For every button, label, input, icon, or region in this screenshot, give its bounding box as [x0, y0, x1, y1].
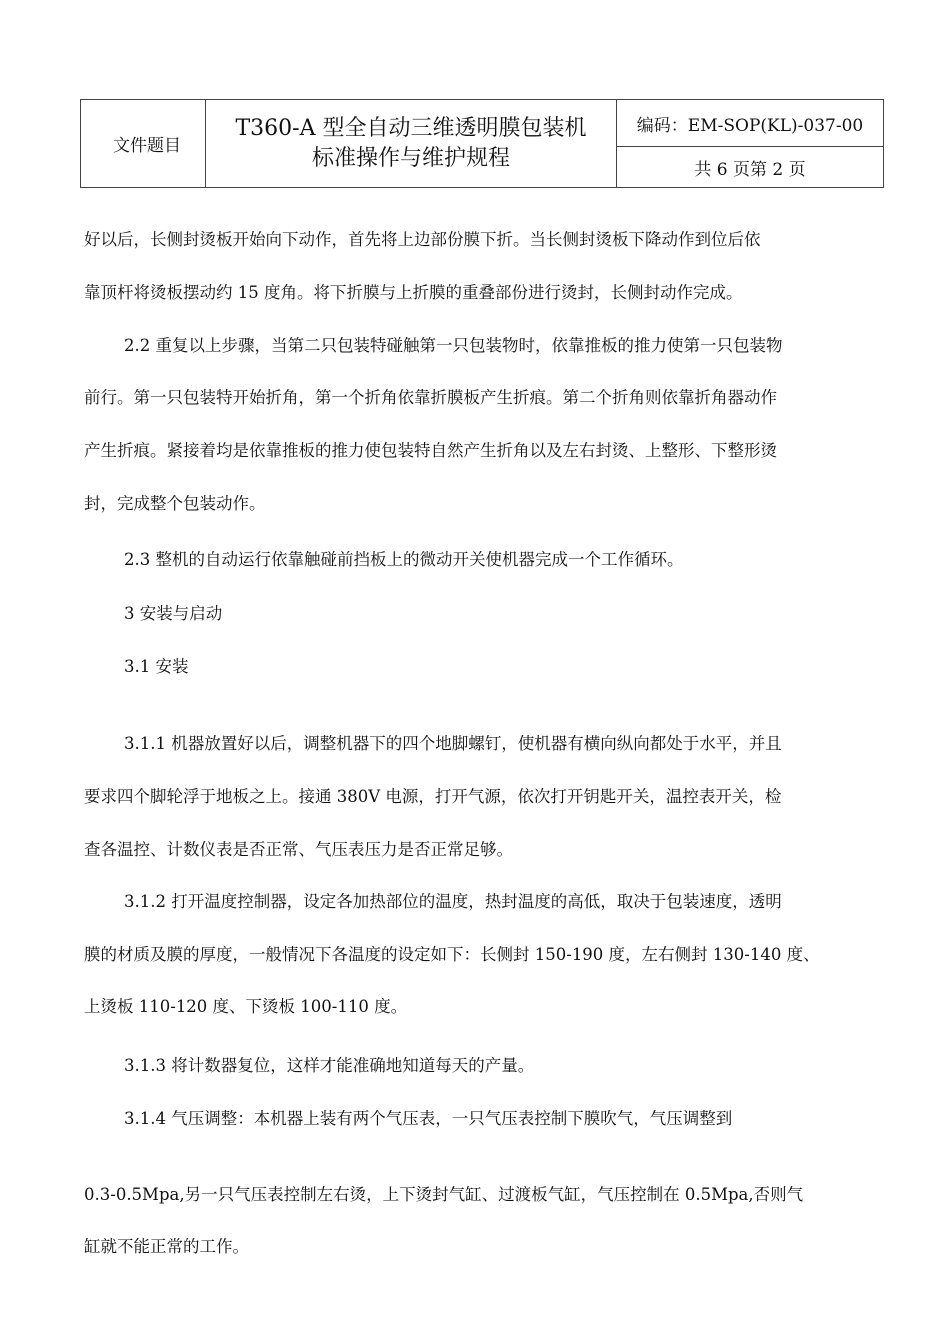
document-code: 编码：EM-SOP(KL)-037-00 [617, 100, 884, 147]
paragraph-line: 2.3 整机的自动运行依靠触碰前挡板上的微动开关使机器完成一个工作循环。 [124, 550, 684, 569]
paragraph-line: 3.1.2 打开温度控制器，设定各加热部位的温度，热封温度的高低，取决于包装速度，透明 [124, 892, 782, 911]
paragraph-line: 缸就不能正常的工作。 [84, 1237, 249, 1256]
paragraph-line: 查各温控、计数仪表是否正常、气压表压力是否正常足够。 [84, 840, 513, 859]
paragraph-line: 靠顶杆将烫板摆动约 15 度角。将下折膜与上折膜的重叠部份进行烫封，长侧封动作完成。 [84, 283, 743, 302]
paragraph-line: 产生折痕。紧接着均是依靠推板的推力使包装特自然产生折角以及左右封烫、上整形、下整形烫 [84, 441, 777, 460]
paragraph-line: 0.3-0.5Mpa,另一只气压表控制左右烫，上下烫封气缸、过渡板气缸，气压控制在 0.5Mpa,否则气 [84, 1185, 804, 1204]
paragraph-line: 封，完成整个包装动作。 [84, 494, 266, 513]
document-title [206, 100, 617, 188]
paragraph-line: 3.1.3 将计数器复位，这样才能准确地知道每天的产量。 [124, 1056, 535, 1075]
page-counter: 共 6 页第 2 页 [617, 147, 884, 188]
paragraph-line: 要求四个脚轮浮于地板之上。接通 380V 电源，打开气源，依次打开钥匙开关，温控表开关，检 [84, 787, 782, 806]
section-heading: 3 安装与启动 [124, 604, 223, 623]
paragraph-line: 3.1.1 机器放置好以后，调整机器下的四个地脚螺钉，使机器有横向纵向都处于水平，并且 [124, 734, 782, 753]
paragraph-line: 好以后，长侧封烫板开始向下动作，首先将上边部份膜下折。当长侧封烫板下降动作到位后依 [84, 230, 761, 249]
subsection-heading: 3.1 安装 [124, 657, 189, 676]
paragraph-line: 3.1.4 气压调整：本机器上装有两个气压表，一只气压表控制下膜吹气，气压调整到 [124, 1109, 733, 1128]
document-title-line-1: T360-A 型全自动三维透明膜包装机 [235, 115, 587, 141]
document-title-label: 文件题目 [81, 100, 206, 188]
document-header-table [80, 99, 884, 188]
paragraph-line: 上烫板 110-120 度、下烫板 100-110 度。 [84, 997, 408, 1016]
document-title-line-2: 标准操作与维护规程 [311, 145, 510, 171]
paragraph-line: 2.2 重复以上步骤，当第二只包装特碰触第一只包装物时，依靠推板的推力使第一只包装物 [124, 336, 783, 355]
paragraph-line: 膜的材质及膜的厚度，一般情况下各温度的设定如下：长侧封 150-190 度，左右侧封 130-140 度、 [84, 945, 820, 964]
paragraph-line: 前行。第一只包装特开始折角，第一个折角依靠折膜板产生折痕。第二个折角则依靠折角器动作 [84, 388, 777, 407]
